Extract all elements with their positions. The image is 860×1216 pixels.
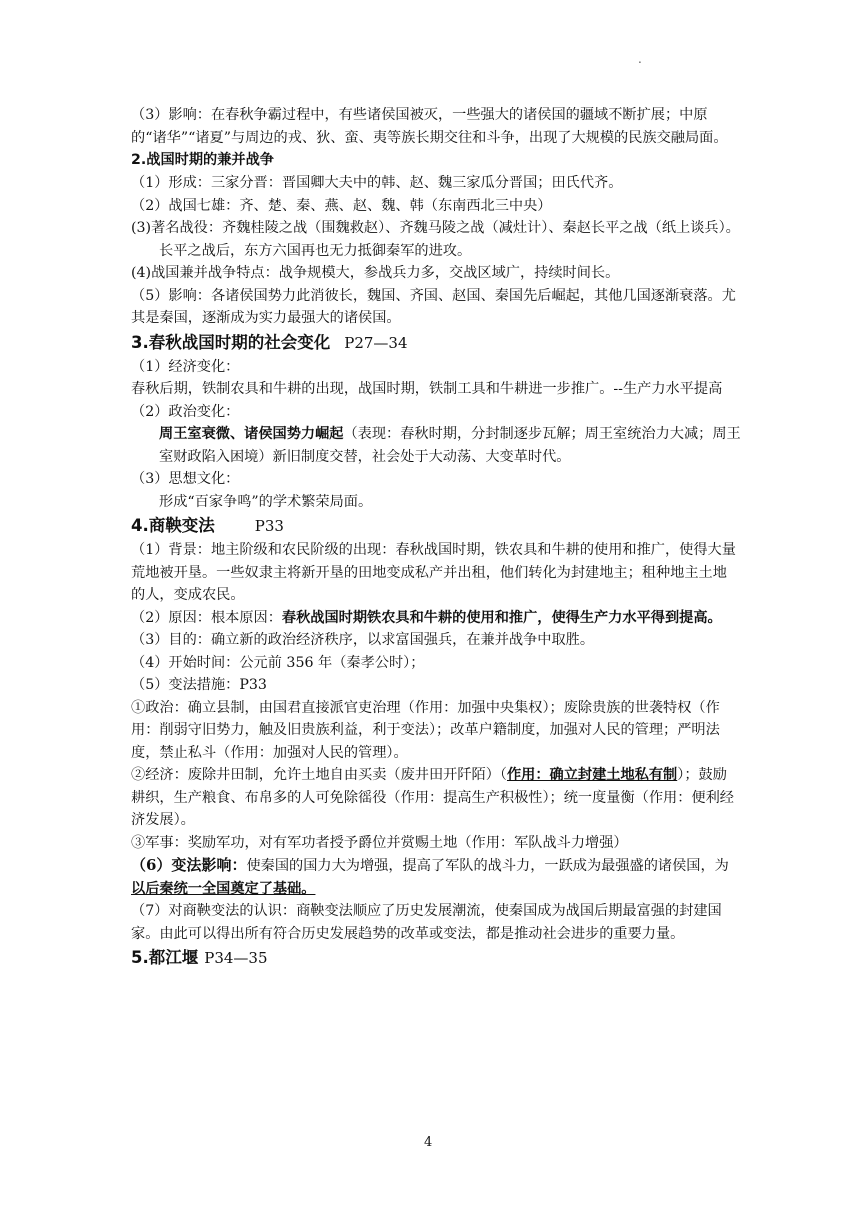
- section-heading-5-title: 5.都江堰: [131, 948, 199, 967]
- paragraph-reform-understanding: （7）对商鞅变法的认识：商鞅变法顺应了历史发展潮流，使秦国成为战国后期最富强的封建国家。由此可以得出所有符合历史发展趋势的改革或变法，都是推动社会进步的重要力量。: [131, 903, 722, 942]
- paragraph-political-measures: ①政治：确立县制，由国君直接派官吏治理（作用：加强中央集权）；废除贵族的世袭特权（作用：削弱守旧势力，触及旧贵族利益，利于变法）；改革户籍制度，加强对人民的管理；严明法度，禁止私斗（作用：加强对人民的管理）。: [131, 699, 720, 761]
- econ-a: ②经济：废除井田制，允许土地自由买卖（废井田开阡陌）（: [131, 767, 507, 783]
- paragraph-politics: [131, 423, 741, 468]
- section-heading-5: [131, 945, 741, 971]
- paragraph-war-features: (4)战国兼并战争特点：战争规模大，参战兵力多，交战区域广，持续时间长。: [131, 265, 620, 281]
- page-number: 4: [424, 1135, 433, 1150]
- paragraph-economic-measures: [131, 764, 741, 832]
- section-heading-2: 2.战国时期的兼并战争: [131, 152, 274, 168]
- econ-b: ）；鼓励耕织，生产粮食、布帛多的人可免除徭役（作用：提高生产积极性）；统一度量衡（作用：便利经济发展）。: [131, 767, 734, 828]
- paragraph-start-time: （4）开始时间：公元前 356 年（秦孝公时）；: [131, 654, 425, 671]
- section-heading-3-page: P27—34: [344, 333, 408, 352]
- paragraph-cause: [131, 607, 741, 630]
- paragraph-measures-label: （5）变法措施：P33: [131, 677, 267, 693]
- section-heading-3: [131, 330, 741, 356]
- section-heading-5-page: P34—35: [204, 949, 268, 967]
- politics-bold: 周王室衰微、诸侯国势力崛起: [159, 426, 344, 442]
- reform-influence-underlined: 以后秦统一全国奠定了基础。: [131, 880, 316, 897]
- paragraph-culture: 形成“百家争鸣”的学术繁荣局面。: [159, 493, 373, 510]
- paragraph-seven-states: （2）战国七雄：齐、楚、秦、燕、赵、魏、韩（东南西北三中央）: [131, 197, 552, 214]
- cause-label: （2）原因：根本原因：: [131, 609, 282, 626]
- paragraph-battles: (3)著名战役：齐魏桂陵之战（围魏救赵）、齐魏马陵之战（减灶计）、秦赵长平之战（纸上谈兵）。: [131, 220, 740, 236]
- cause-bold: 春秋战国时期铁农具和牛耕的使用和推广，使得生产力水平得到提高。: [281, 609, 722, 626]
- paragraph-formation: （1）形成：三家分晋：晋国卿大夫中的韩、赵、魏三家瓜分晋国；田氏代齐。: [131, 175, 623, 191]
- section-heading-4: [131, 513, 741, 539]
- page-content: [131, 104, 741, 971]
- paragraph-culture-label: （3）思想文化：: [131, 471, 240, 487]
- top-mark: .: [638, 52, 642, 66]
- econ-bold: 作用：确立封建土地私有制: [506, 767, 678, 783]
- paragraph-purpose: （3）目的：确立新的政治经济秩序，以求富国强兵，在兼并战争中取胜。: [131, 632, 595, 648]
- paragraph-reform-influence: [131, 854, 741, 900]
- paragraph-war-influence: （5）影响：各诸侯国势力此消彼长，魏国、齐国、赵国、秦国先后崛起，其他几国逐渐衰落。尤其是秦国，逐渐成为实力最强大的诸侯国。: [131, 287, 736, 326]
- paragraph-military-measures: ③军事：奖励军功，对有军功者授予爵位并赏赐土地（作用：军队战斗力增强）: [131, 834, 628, 851]
- paragraph-influence: （3）影响：在春秋争霸过程中，有些诸侯国被灭，一些强大的诸侯国的疆域不断扩展；中原的“诸华”“诸夏”与周边的戎、狄、蛮、夷等族长期交往和斗争，出现了大规模的民族交融局面。: [131, 107, 728, 146]
- paragraph-changping: 长平之战后，东方六国再也无力抵御秦军的进攻。: [159, 242, 472, 259]
- section-heading-4-page: P33: [254, 517, 284, 535]
- section-heading-4-title: 4.商鞅变法: [131, 516, 215, 535]
- paragraph-politics-label: （2）政治变化：: [131, 403, 240, 420]
- paragraph-background: （1）背景：地主阶级和农民阶级的出现：春秋战国时期，铁农具和牛耕的使用和推广，使得大量荒地被开垦。一些奴隶主将新开垦的田地变成私产并出租，他们转化为封建地主；租种地主土地的人，变成农民。: [131, 542, 736, 603]
- paragraph-economy: 春秋后期，铁制农具和牛耕的出现，战国时期，铁制工具和牛耕进一步推广。--生产力水平提高: [131, 381, 723, 397]
- reform-influence-text: 使秦国的国力大为增强，提高了军队的战斗力，一跃成为最强盛的诸侯国，为: [246, 858, 729, 874]
- reform-influence-label: （6）变法影响：: [131, 856, 247, 874]
- paragraph-economy-label: （1）经济变化：: [131, 358, 240, 375]
- politics-rest: （表现：春秋时期，分封制逐步瓦解；周王室统治力大减；周王室财政陷入困境）新旧制度交替，社会处于大动荡、大变革时代。: [159, 426, 741, 465]
- section-heading-3-title: 3.春秋战国时期的社会变化: [131, 332, 331, 352]
